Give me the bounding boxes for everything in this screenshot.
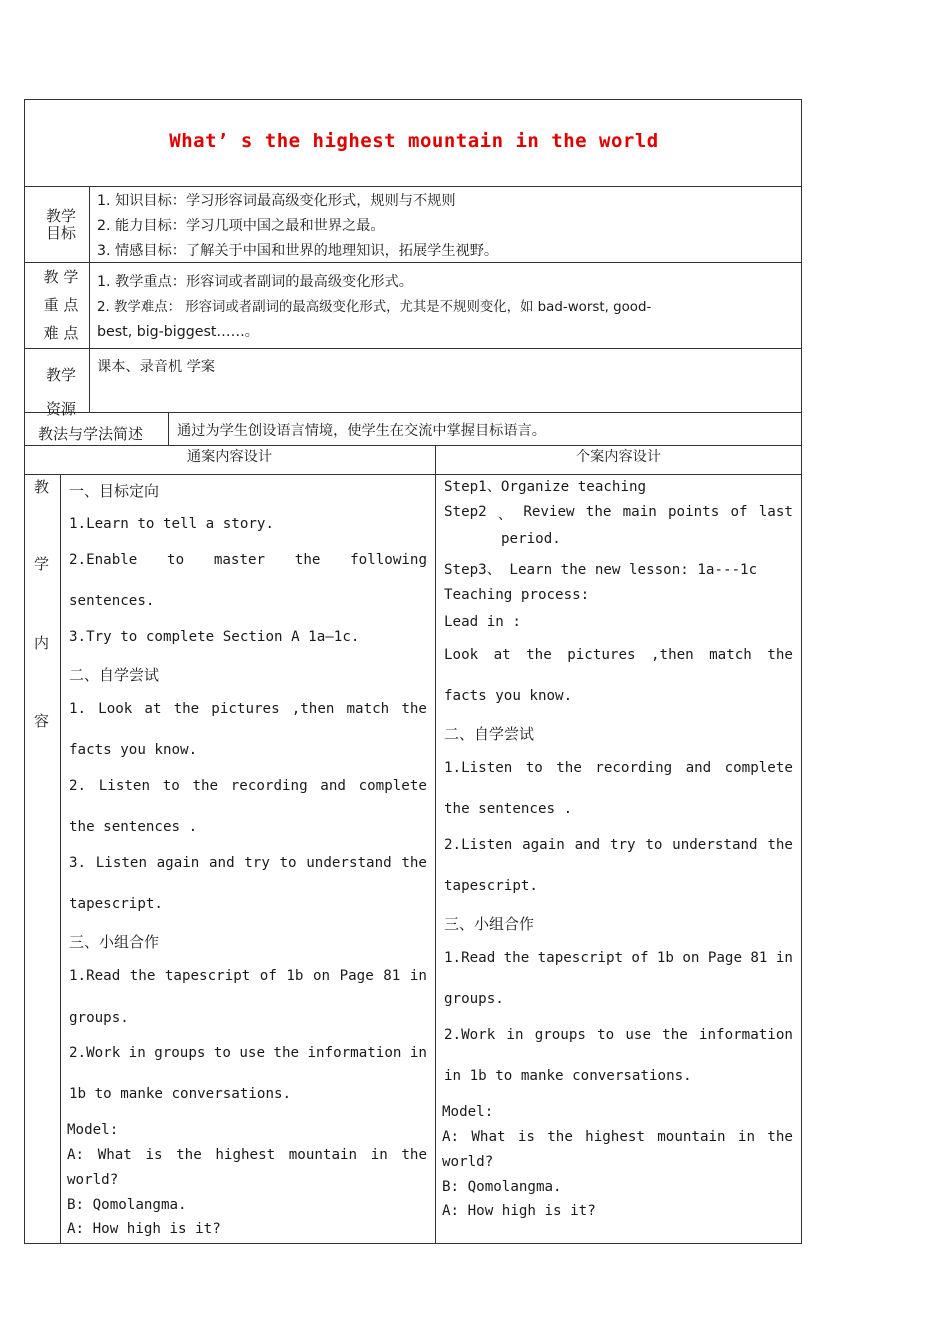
personal-line-21: world? (442, 1154, 494, 1170)
common-line-10: the sentences . (69, 819, 198, 835)
common-line-15: groups. (69, 1010, 129, 1026)
common-line-7: 1. Look at the pictures ,then match the (69, 701, 427, 717)
personal-line-2: Step2 、 Review the main points of last (444, 504, 793, 523)
common-heading-3: 三、小组合作 (69, 933, 160, 951)
personal-line-17: 2.Work in groups to use the information (444, 1027, 793, 1043)
personal-line-15: 1.Read the tapescript of 1b on Page 81 in (444, 950, 793, 966)
personal-line-5: Teaching process: (444, 587, 590, 603)
personal-line-22: B: Qomolangma. (442, 1179, 562, 1195)
personal-line-7: Look at the pictures ,then match the (444, 647, 793, 663)
common-line-17: 1b to manke conversations. (69, 1086, 292, 1102)
common-heading-2: 二、自学尝试 (69, 666, 160, 684)
common-line-4: sentences. (69, 593, 155, 609)
rule-after-keypoints (24, 348, 802, 349)
methods-text: 通过为学生创设语言情境，使学生在交流中掌握目标语言。 (177, 423, 546, 439)
objectives-label: 教学 目标 (45, 207, 76, 242)
personal-line-19: Model: (442, 1104, 494, 1120)
rule-methods-divider (168, 412, 169, 445)
common-line-22: A: How high is it? (67, 1221, 221, 1237)
common-line-5: 3.Try to complete Section A 1a—1c. (69, 629, 360, 645)
personal-line-1: Step1、Organize teaching (444, 479, 647, 495)
keypoint-1: 1. 教学重点：形容词或者副词的最高级变化形式。 (97, 274, 413, 290)
personal-line-18: in 1b to manke conversations. (444, 1068, 692, 1084)
personal-line-3: period. (501, 531, 561, 547)
personal-design-header: 个案内容设计 (575, 449, 662, 465)
common-line-16: 2.Work in groups to use the information in (69, 1045, 427, 1061)
rule-side-label-column (60, 474, 61, 1244)
objective-2: 2. 能力目标：学习几项中国之最和世界之最。 (97, 218, 385, 234)
personal-heading-3: 三、小组合作 (444, 915, 535, 933)
personal-line-13: tapescript. (444, 878, 538, 894)
personal-line-12: 2.Listen again and try to understand the (444, 837, 793, 853)
rule-after-column-headers (24, 474, 802, 475)
resources-text: 课本、录音机 学案 (97, 359, 216, 375)
rule-after-objectives (24, 262, 802, 263)
personal-line-10: 1.Listen to the recording and complete (444, 760, 793, 776)
common-line-20: world? (67, 1172, 119, 1188)
personal-heading-2: 二、自学尝试 (444, 725, 535, 743)
personal-line-11: the sentences . (444, 801, 573, 817)
rule-center-divider (435, 445, 436, 1244)
side-label-xue: 学 (34, 555, 50, 573)
personal-line-16: groups. (444, 991, 504, 1007)
common-line-11: 3. Listen again and try to understand the (69, 855, 427, 871)
document-title: What’ s the highest mountain in the world (169, 130, 659, 152)
personal-line-23: A: How high is it? (442, 1203, 596, 1219)
side-label-nei: 内 (34, 634, 50, 652)
side-label-rong: 容 (34, 712, 50, 730)
keypoints-label: 教 学 重 点 难 点 (43, 268, 79, 342)
common-line-9: 2. Listen to the recording and complete (69, 778, 427, 794)
methods-label: 教法与学法简述 (38, 425, 144, 443)
common-line-3: 2.Enable to master the following (69, 552, 427, 568)
objective-1: 1. 知识目标：学习形容词最高级变化形式，规则与不规则 (97, 193, 456, 209)
common-line-14: 1.Read the tapescript of 1b on Page 81 in (69, 968, 427, 984)
common-line-18: Model: (67, 1122, 119, 1138)
personal-line-20: A: What is the highest mountain in the (442, 1129, 793, 1145)
personal-line-4: Step3、 Learn the new lesson: 1a---1c (444, 562, 758, 578)
common-line-19: A: What is the highest mountain in the (67, 1147, 427, 1163)
keypoint-3: best, big-biggest……。 (97, 324, 259, 340)
common-design-header: 通案内容设计 (186, 449, 273, 465)
objective-3: 3. 情感目标：了解关于中国和世界的地理知识，拓展学生视野。 (97, 243, 499, 259)
common-line-21: B: Qomolangma. (67, 1197, 187, 1213)
common-heading-1: 一、目标定向 (69, 482, 160, 500)
rule-after-title (24, 186, 802, 187)
keypoint-2: 2. 教学难点： 形容词或者副词的最高级变化形式，尤其是不规则变化，如 bad-worst, good- (97, 300, 652, 315)
resources-label: 教学 资源 (45, 366, 76, 418)
personal-line-6: Lead in : (444, 614, 521, 630)
common-line-12: tapescript. (69, 896, 163, 912)
common-line-2: 1.Learn to tell a story. (69, 516, 274, 532)
side-label-jiao: 教 (34, 478, 50, 496)
personal-line-8: facts you know. (444, 688, 573, 704)
common-line-8: facts you know. (69, 742, 198, 758)
rule-after-resources (24, 412, 802, 413)
